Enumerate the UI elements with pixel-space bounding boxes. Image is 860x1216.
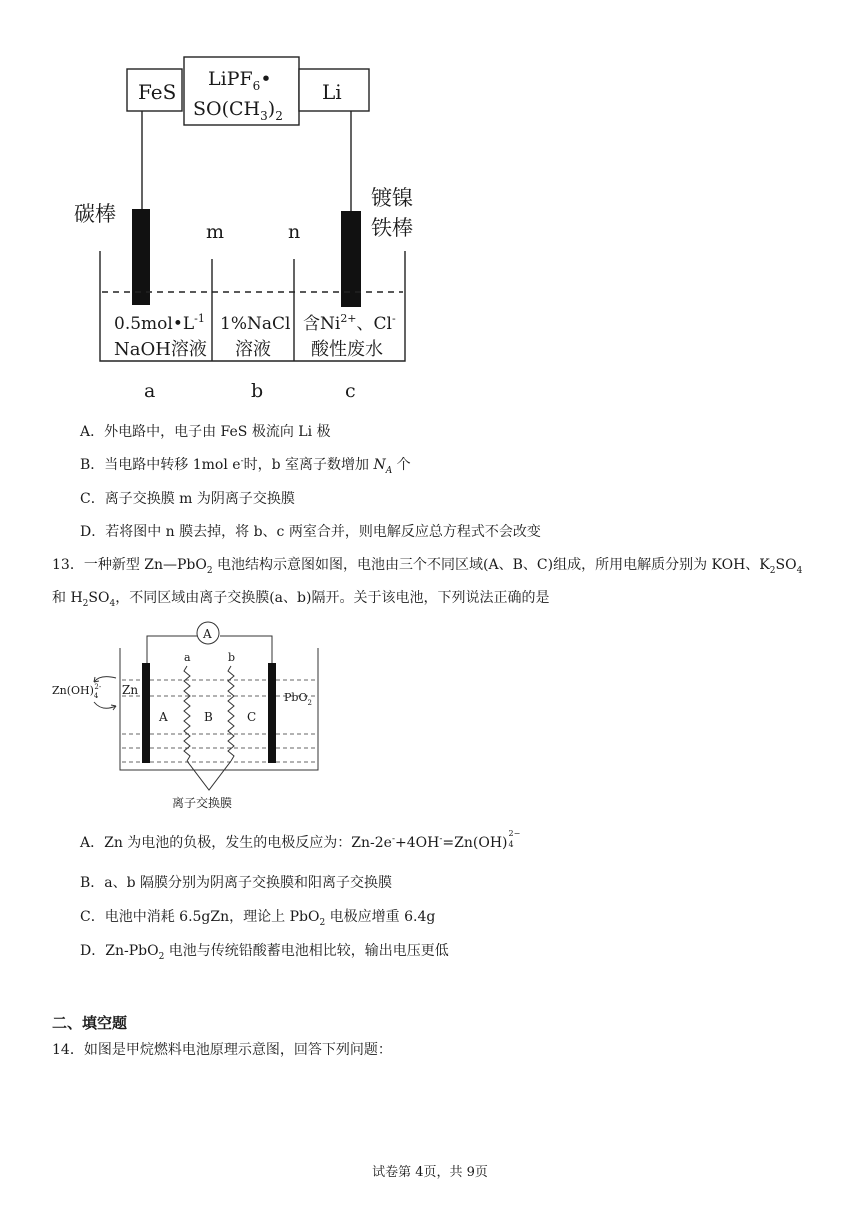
zn-label: Zn: [122, 683, 139, 697]
chamber-a-line2: NaOH溶液: [114, 339, 207, 360]
region-a: A: [159, 710, 168, 724]
q13-option-d: D．Zn-PbO$_2$ 电池与传统铅酸蓄电池相比较，输出电压更低: [80, 943, 449, 962]
section-title: 二、填空题: [52, 1014, 128, 1032]
chamber-b-line1: 1%NaCl: [220, 314, 291, 334]
carbon-rod: [132, 209, 150, 305]
membrane-n-label: n: [288, 221, 301, 243]
chamber-a-line1: $0.5mol•L^{-1}$: [114, 312, 205, 334]
pbo2-label: PbO$_2$: [284, 691, 312, 707]
zn-pbo2-battery-diagram: [50, 618, 340, 814]
fes-label: FeS: [138, 80, 177, 104]
q14-stem: 14．如图是甲烷燃料电池原理示意图，回答下列问题：: [52, 1042, 392, 1058]
membrane-caption: 离子交换膜: [172, 796, 233, 810]
li-label: Li: [322, 80, 342, 104]
q13-option-b: B．a、b 隔膜分别为阴离子交换膜和阳离子交换膜: [80, 875, 393, 891]
region-c: C: [247, 710, 257, 724]
electrolyte-line1: LiPF$_6$•: [208, 68, 272, 93]
q13-stem-line2: 和 $H_2SO_4$，不同区域由离子交换膜(a、b)隔开。关于该电池，下列说法正确的是: [52, 590, 550, 609]
chamber-c-line2: 酸性废水: [311, 339, 383, 360]
zincate-label: $Zn(OH)_42-$: [52, 683, 102, 700]
electrolysis-cell-diagram: [60, 55, 430, 415]
chamber-c-line1: 含$Ni^{2+}$、Cl-: [303, 312, 396, 334]
membrane-a-label: a: [184, 651, 191, 664]
q13-stem-line1: 13．一种新型 Zn—PbO$_2$ 电池结构示意图如图，电池由三个不同区域(A、B、C)组成，所用电解质分别为 KOH、$K_2SO_4$: [52, 557, 803, 576]
chamber-a-letter: a: [144, 380, 156, 402]
nickel-rod-label-1: 镀镍: [371, 186, 413, 210]
chamber-b-line2: 溶液: [235, 339, 271, 360]
q12-option-b: B．当电路中转移 1mol e-时，b 室离子数增加 $N_A$ 个: [80, 456, 411, 476]
q12-option-d: D．若将图中 n 膜去掉，将 b、c 两室合并，则电解反应总方程式不会改变: [80, 524, 541, 540]
chamber-b-letter: b: [251, 380, 264, 402]
carbon-rod-label: 碳棒: [74, 202, 116, 226]
chamber-c-letter: c: [345, 380, 356, 402]
nickel-rod-label-2: 铁棒: [371, 216, 413, 240]
page-footer: 试卷第 4页，共 9页: [372, 1165, 488, 1180]
ammeter-label: A: [203, 627, 212, 641]
zn-electrode: [142, 663, 150, 763]
region-b: B: [204, 710, 213, 724]
membrane-pointer: [187, 761, 231, 790]
q12-option-c: C．离子交换膜 m 为阴离子交换膜: [80, 491, 295, 507]
electrolyte-line2: $SO(CH_3)_2$: [193, 98, 283, 123]
membrane-m-label: m: [206, 221, 225, 243]
q13-option-c: C．电池中消耗 6.5gZn，理论上 PbO$_2$ 电极应增重 6.4g: [80, 909, 436, 928]
membrane-b-label: b: [228, 651, 236, 664]
q12-option-a: A．外电路中，电子由 FeS 极流向 Li 极: [80, 424, 331, 440]
pbo2-electrode: [268, 663, 276, 763]
q13-option-a: A．Zn 为电池的负极，发生的电极反应为：Zn-2e-+4OH-=Zn(OH) 2− 4: [80, 829, 521, 851]
